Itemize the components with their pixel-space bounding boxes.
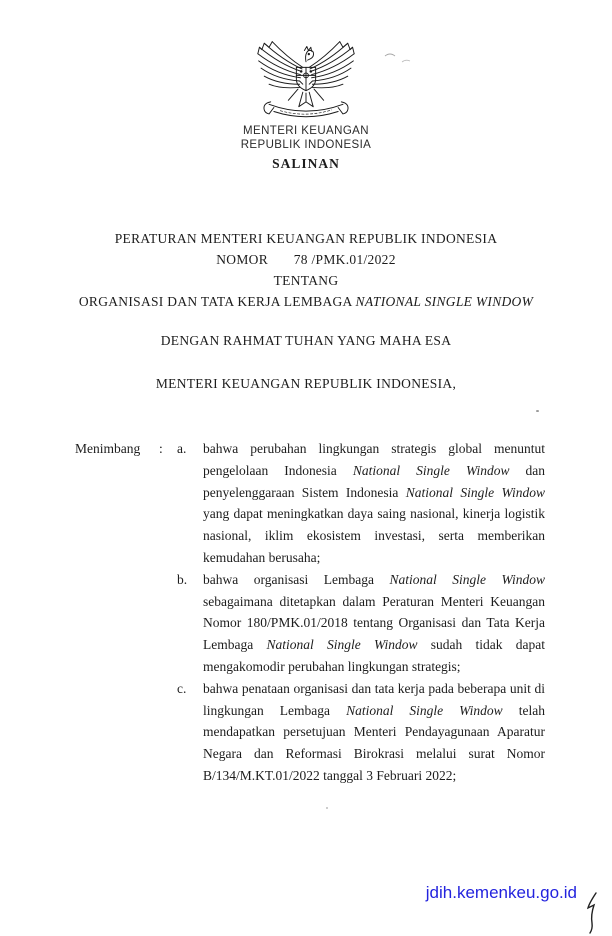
ministry-name-line1: MENTERI KEUANGAN [243,125,369,137]
item-text: bahwa perubahan lingkungan strategis global menuntut pengelolaan Indonesia National Single Window dan penyelenggaraan Sistem Indonesia National Single Window yang dapat meningkatkan daya saing nasional, kinerja logistik nasional, iklim ekosistem investasi, serta memberikan kemudahan berusaha; [203,441,546,565]
scan-artifact-dot [536,410,539,412]
ministry-name-line2: REPUBLIK INDONESIA [240,138,372,151]
regulation-subject: ORGANISASI DAN TATA KERJA LEMBAGA NATIONAL SINGLE WINDOW [78,294,534,309]
jdih-link[interactable]: jdih.kemenkeu.go.id [425,883,577,902]
consideration-item-b [75,569,545,678]
regulation-number-line: NOMOR 78 /PMK.01/2022 [216,252,396,267]
invocation-line: DENGAN RAHMAT TUHAN YANG MAHA ESA [160,333,452,348]
consideration-item-a [75,438,545,569]
consideration-item-c [75,678,545,787]
item-marker: c. [177,680,187,696]
item-marker: a. [177,441,187,456]
handwritten-initial [582,891,602,935]
tentang-label: TENTANG [273,273,339,288]
scan-artifact-smudge [384,52,412,66]
copy-stamp: SALINAN [272,156,340,171]
item-text: bahwa penataan organisasi dan tata kerja pada beberapa unit di lingkungan Lembaga National Single Window telah mendapatkan persetujuan Menteri Pendayagunaan Aparatur Negara dan Reformasi Birokrasi melalui surat Nomor B/134/M.KT.01/2022 tanggal 3 Februari 2022; [203,680,545,783]
garuda-pancasila-emblem [253,38,359,124]
menimbang-colon: : [159,441,163,456]
title-block [0,228,612,312]
issuer-line: MENTERI KEUANGAN REPUBLIK INDONESIA, [155,376,457,391]
considering-section [75,438,545,787]
regulation-title-line: PERATURAN MENTERI KEUANGAN REPUBLIK INDONESIA [114,231,498,246]
emblem-container [0,38,612,129]
menimbang-label: Menimbang [75,441,141,456]
scan-artifact-dot [326,807,328,809]
ministry-name [0,125,612,152]
item-text: bahwa organisasi Lembaga National Single Window sebagaimana ditetapkan dalam Peraturan Menteri Keuangan Nomor 180/PMK.01/2018 tentang Organisasi dan Tata Kerja Lembaga National Single Window sudah tidak dapat mengakomodir perubahan lingkungan strategis; [203,571,546,674]
item-marker: b. [177,571,188,587]
